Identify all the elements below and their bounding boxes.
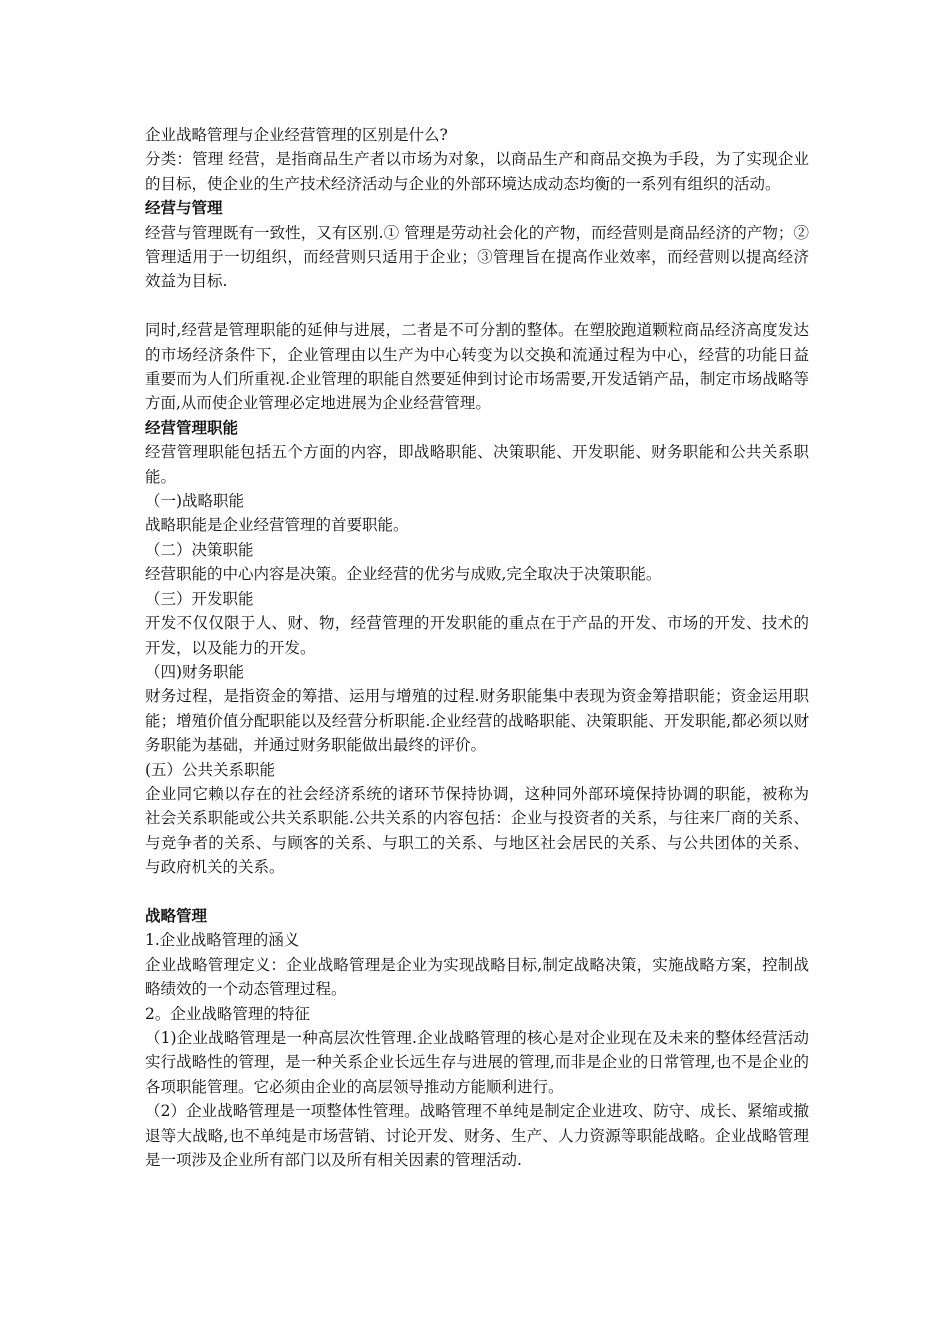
body-paragraph: （一)战略职能 xyxy=(145,492,245,511)
body-paragraph: 同时,经营是管理职能的延伸与进展，二者是不可分割的整体。在塑胶跑道颗粒商品经济高度发达的市场经济条件下，企业管理由以生产为中心转变为以交换和流通过程为中心，经营的功能日益重要而为人们所重视.企业管理的职能自然要延伸到讨论市场需要,开发适销产品，制定市场战略等方面,从而使企业管理必定地进展为企业经营管理。 xyxy=(145,321,809,413)
body-paragraph: （四)财务职能 xyxy=(145,662,245,681)
body-paragraph: （三）开发职能 xyxy=(145,589,254,608)
section-heading: 战略管理 xyxy=(145,905,208,925)
body-paragraph: 经营职能的中心内容是决策。企业经营的优劣与成败,完全取决于决策职能。 xyxy=(145,565,662,584)
body-paragraph: 2。企业战略管理的特征 xyxy=(145,1004,310,1023)
body-paragraph: 开发不仅仅限于人、财、物，经营管理的开发职能的重点在于产品的开发、市场的开发、技术的开发，以及能力的开发。 xyxy=(145,614,809,657)
body-paragraph: （2）企业战略管理是一项整体性管理。战略管理不单纯是制定企业进攻、防守、成长、紧缩或撤退等大战略,也不单纯是市场营销、讨论开发、财务、生产、人力资源等职能战略。企业战略管理是一项涉及企业所有部门以及所有相关因素的管理活动. xyxy=(145,1102,809,1170)
body-paragraph: 1.企业战略管理的涵义 xyxy=(145,931,300,950)
body-paragraph: 经营与管理既有一致性，又有区别.① 管理是劳动社会化的产物，而经营则是商品经济的产物；②管理适用于一切组织，而经营则只适用于企业；③管理旨在提高作业效率，而经营则以提高经济效益为目标. xyxy=(145,223,809,291)
body-paragraph: （1)企业战略管理是一种高层次性管理.企业战略管理的核心是对企业现在及未来的整体经营活动实行战略性的管理，是一种关系企业长远生存与进展的管理,而非是企业的日常管理,也不是企业的各项职能管理。它必须由企业的高层领导推动方能顺利进行。 xyxy=(145,1029,809,1096)
paragraph-spacer xyxy=(145,294,809,318)
document-body xyxy=(145,123,809,1172)
section-heading: 经营与管理 xyxy=(145,198,223,218)
body-paragraph: 企业同它赖以存在的社会经济系统的诸环节保持协调，这种同外部环境保持协调的职能，被称为社会关系职能或公共关系职能.公共关系的内容包括：企业与投资者的关系，与往来厂商的关系、与竞争者的关系、与顾客的关系、与职工的关系、与地区社会居民的关系、与公共团体的关系、与政府机关的关系。 xyxy=(145,784,809,877)
body-paragraph: 经营管理职能包括五个方面的内容，即战略职能、决策职能、开发职能、财务职能和公共关系职能。 xyxy=(145,443,809,486)
body-paragraph: 战略职能是企业经营管理的首要职能。 xyxy=(145,516,409,535)
body-paragraph: (五）公共关系职能 xyxy=(145,760,276,779)
body-paragraph: 企业战略管理与企业经营管理的区别是什么? xyxy=(145,126,448,144)
section-heading: 经营管理职能 xyxy=(145,417,239,437)
body-paragraph: 企业战略管理定义：企业战略管理是企业为实现战略目标,制定战略决策，实施战略方案，控制战略绩效的一个动态管理过程。 xyxy=(145,955,809,999)
body-paragraph: 财务过程，是指资金的筹措、运用与增殖的过程.财务职能集中表现为资金筹措职能；资金运用职能；增殖价值分配职能以及经营分析职能.企业经营的战略职能、决策职能、开发职能,都必须以财务职能为基础，并通过财务职能做出最终的评价。 xyxy=(145,687,809,755)
paragraph-spacer xyxy=(145,880,809,904)
body-paragraph: 分类：管理 经营，是指商品生产者以市场为对象，以商品生产和商品交换为手段，为了实现企业的目标，使企业的生产技术经济活动与企业的外部环境达成动态均衡的一系列有组织的活动。 xyxy=(145,150,809,193)
body-paragraph: （二）决策职能 xyxy=(145,540,254,559)
